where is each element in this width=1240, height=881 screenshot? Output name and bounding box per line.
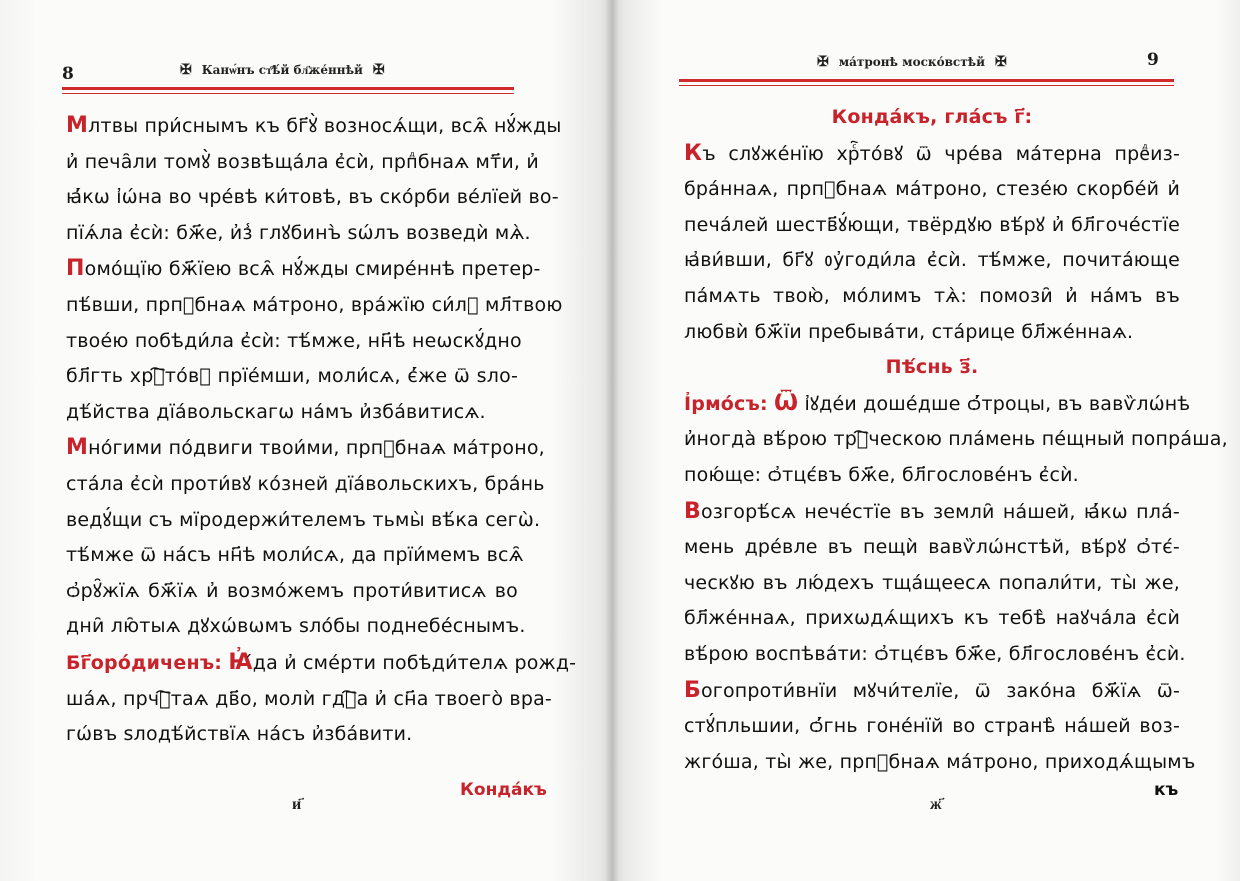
- book-gutter: [606, 0, 618, 881]
- text-line: пою́ще: ѻ҆тцє́въ бж҃е, бл҃гослове́нъ є҆сѝ.: [684, 463, 1079, 486]
- header-rule-thin: [679, 85, 1174, 86]
- text-line: стꙋ́пльшии, ѻ҆́гнь гоне́нїй во странѣ̀ на́шей воз-: [684, 715, 1180, 738]
- text-line: твое́ю побѣди́ла є҆сѝ: тѣ́мже, нн҃ѣ неѡскꙋ́дно: [66, 329, 522, 352]
- left-running-header: [180, 62, 385, 78]
- drop-initial: К: [684, 140, 703, 166]
- header-rule: [679, 79, 1174, 82]
- drop-initial: Ѿ: [774, 390, 799, 416]
- drop-initial: Б: [684, 677, 701, 703]
- text-line: Помо́щїю бж҃їею всѧ̑ нꙋ́жды смире́ннѣ претер-: [66, 256, 541, 282]
- irmos-rubric: І҆рмо́съ:: [684, 392, 768, 415]
- text-line: ведꙋ́щи съ мїродержи́телемъ тьмы̀ вѣ́ка сегѡ̀.: [66, 508, 541, 531]
- text-line: ша́ѧ, прчⷭ҇таѧ дв҃о, молѝ гдⷭ҇а и҆ сн҃а твоего̀ вра-: [66, 687, 552, 710]
- text-line: ꙗ҆ви́вши, бг҃ꙋ ᲂу҆годи́ла є҆сѝ. тѣ́мже, почита́юще: [684, 249, 1180, 272]
- text-line: Бг҃оро́диченъ: Ꙗ҆́да и҆ сме́рти побѣди́телѧ рожд-: [66, 649, 577, 675]
- right-running-header: [817, 54, 1007, 70]
- left-page-body: [66, 108, 577, 753]
- text-line: ꙗ҆́кѡ і҆ѡ́на во чре́вѣ ки́товѣ, въ ско́рби ве́лїей во-: [66, 186, 559, 209]
- right-catchword: къ: [1154, 780, 1179, 800]
- text-line: па́мѧть твою̀, мо́лимъ тѧ̀: помози̑ и҆ на́мъ въ: [684, 284, 1180, 307]
- text-line: Млтвы при́снымъ къ бг҃ꙋ̀ возносѧ́щи, всѧ̑ нꙋ́жды: [66, 113, 562, 138]
- text-line: мень дре́вле въ пещѝ вавѷлѡ́нстѣй, вѣ́рꙋ ѻ҆тє́-: [684, 536, 1180, 559]
- text-line: печа́лей шеств҃ꙋ́ющи, твёрдꙋю вѣ́рꙋ и҆ бл҃гоче́стїе: [684, 213, 1180, 236]
- text-line: Мно́гими по́двиги твои́ми, прпⷣбнаѧ ма́троно,: [66, 435, 545, 461]
- text-line: бра́ннаѧ, прпⷣбнаѧ ма́троно, стезе́ю скорбе́й и҆: [684, 178, 1180, 201]
- left-page-number: 8: [62, 64, 74, 84]
- text-line: вѣ́рою воспѣва́ти: ѻ҆тцє́въ бж҃е, бл҃гослове́нъ є҆сѝ.: [684, 642, 1186, 665]
- left-page: [0, 0, 612, 881]
- text-line: ста́ла є҆сѝ проти́вꙋ ко́зней дїа́вольскихъ, бра́нь: [66, 472, 545, 495]
- left-catchword: Конда́къ: [460, 780, 547, 800]
- text-line: жго́ша, ты̀ же, прпⷣбнаѧ ма́троно, приходѧ́щымъ: [684, 750, 1196, 773]
- text-line: Къ слꙋже́нїю хрⷭ҇то́вꙋ ѿ чре́ва ма́терна преⷣиз-: [684, 140, 1180, 166]
- text-line: бл҃же́ннаѧ, прихѡдѧ́щихъ къ тебѣ̀ наꙋча́ла є҆сѝ: [684, 607, 1180, 630]
- cross-icon: ✠: [817, 54, 829, 70]
- ode-title: Пѣ́снь з҃.: [885, 356, 979, 379]
- drop-initial: В: [684, 498, 701, 524]
- header-rule-thin: [62, 93, 514, 94]
- text-line: бл҃гть хрⷭ҇то́вꙋ прїе́мши, моли́сѧ, є҆́же ѿ ѕло-: [66, 365, 518, 388]
- text-line: дни̑ лю̑тыѧ дꙋхѡ́вѡмъ ѕло́бы поднебе́снымъ.: [66, 615, 526, 638]
- drop-initial: М: [66, 113, 89, 138]
- right-page-body: [684, 100, 1228, 780]
- drop-initial: М: [66, 435, 89, 461]
- text-line: гѡ́въ ѕлодѣ́йствїѧ на́съ и҆зба́вити.: [66, 723, 413, 746]
- cross-icon: ✠: [994, 54, 1007, 70]
- right-signature-mark: ж҃: [930, 794, 942, 813]
- left-signature-mark: и҃: [292, 794, 302, 813]
- header-rule: [62, 87, 514, 90]
- text-line: І҆рмо́съ: Ѿ і҆ꙋде́и доше́дше ѻ҆́троцы, въ вавѷлѡ́нѣ: [684, 390, 1191, 416]
- text-line: дѣ́йства дїа́вольскагѡ на́мъ и҆зба́витисѧ.: [66, 400, 486, 423]
- text-line: пѣ́вши, прпⷣбнаѧ ма́троно, вра́жїю си́лꙋ мл҃твою: [66, 293, 563, 316]
- left-header-title: Канѡ́нъ ст҃ѣ́й бл҃же́ннѣй: [201, 62, 363, 77]
- text-line: Богопроти́внїи мꙋчи́телїе, ѿ зако́на бж҃їѧ ѿ-: [684, 677, 1180, 703]
- text-line: тѣ́мже ѿ на́съ нн҃ѣ моли́сѧ, да прїи́мемъ всѧ̑: [66, 544, 524, 567]
- right-page-number: 9: [1147, 50, 1159, 70]
- text-line: ѻ҆рꙋ̑жїѧ бж҃їѧ и҆ возмо́жемъ проти́витисѧ во: [66, 579, 518, 602]
- text-line: любвѝ бж҃їи пребыва́ти, ста́рице бл҃же́ннаѧ.: [684, 320, 1134, 343]
- theotokion-rubric: Бг҃оро́диченъ:: [66, 651, 223, 674]
- text-line: и҆ печа̑ли томꙋ̀ возвѣща́ла є҆сѝ, прпⷣбнаѧ мт҃и, и҆: [66, 150, 539, 173]
- text-line: Возгорѣ́сѧ нече́стїе въ земли̑ на́шей, ꙗ҆́кѡ пла́-: [684, 498, 1180, 524]
- cross-icon: ✠: [180, 62, 192, 78]
- right-header-title: ма́тронѣ моско́встѣй: [838, 55, 985, 69]
- drop-initial: П: [66, 256, 85, 282]
- cross-icon: ✠: [372, 62, 385, 78]
- kontakion-title: Конда́къ, гла́съ г҃:: [831, 106, 1033, 128]
- right-page: [612, 0, 1240, 881]
- drop-initial: Ꙗ҆: [228, 649, 253, 675]
- text-line: ческꙋю въ лю́дехъ тща́щеесѧ попали́ти, ты̀ же,: [684, 571, 1180, 594]
- text-line: пїѧ́ла є҆сѝ: бж҃е, и҆з̾ глꙋбинъ̀ ѕѡ́лъ возведѝ мѧ̀.: [66, 221, 531, 244]
- text-line: и҆ногда̀ вѣ́рою трⷪ҇ческою пла́мень пе́щный попра́ша,: [684, 428, 1228, 451]
